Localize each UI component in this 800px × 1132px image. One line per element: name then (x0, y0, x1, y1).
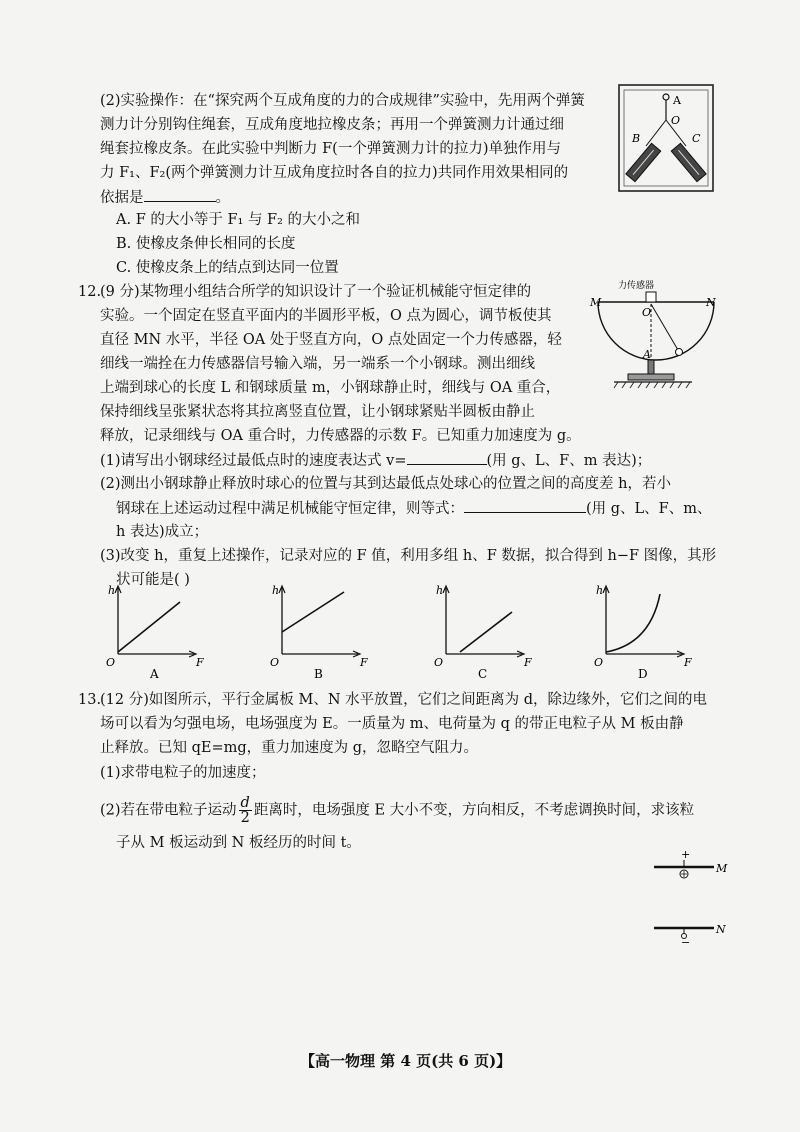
q13-part2-line2: 子从 M 板运动到 N 板经历的时间 t。 (116, 835, 361, 851)
y-axis-label: h (108, 584, 116, 597)
fraction-d-over-2 (239, 796, 252, 825)
q12-intro-3: 直径 MN 水平，半径 OA 处于竖直方向，O 点处固定一个力传感器，轻 (100, 332, 562, 348)
q12-part1-text: (1)请写出小钢球经过最低点时的速度表达式 v= (100, 453, 407, 469)
origin-label: O (106, 656, 116, 669)
q12-part3-line1: (3)改变 h，重复上述操作，记录对应的 F 值，利用多组 h、F 数据，拟合得到 h−F 图像，其形 (100, 548, 717, 564)
q11-label-b: B (632, 132, 641, 145)
graph-curve (606, 594, 660, 652)
q13-number: 13. (78, 692, 102, 708)
q12-part1 (100, 450, 651, 471)
q11-basis-label: 依据是 (100, 190, 144, 206)
q12-part2-hint: (用 g、L、F、m、 (586, 501, 712, 517)
x-axis-label: F (196, 656, 204, 669)
fraction-numerator: d (240, 795, 250, 811)
q12-intro-6: 保持细线呈张紧状态将其拉离竖直位置，让小钢球紧贴半圆板由静止 (100, 404, 535, 420)
q13-intro-2: 场可以看为匀强电场，电场强度为 E。一质量为 m、电荷量为 q 的带正电粒子从 M 板由静 (100, 716, 684, 732)
q12-label-o: O (642, 306, 652, 319)
q11-label-a: A (673, 94, 681, 107)
page-footer: 【高一物理 第 4 页(共 6 页)】 (300, 1052, 512, 1070)
graph-option-b (262, 580, 372, 680)
graph-option-c (426, 580, 536, 680)
q12-sensor-label: 力传感器 (618, 281, 655, 291)
fraction-denominator: 2 (240, 810, 250, 826)
q13-plates-figure (648, 846, 732, 946)
q12-intro-1: (9 分)某物理小组结合所学的知识设计了一个验证机械能守恒定律的 (100, 284, 532, 300)
graph-option-d (586, 580, 696, 680)
q12-apparatus-figure (588, 278, 724, 400)
option-label: A (150, 667, 159, 680)
q12-label-a: A (643, 348, 651, 361)
q11-option-b: B. 使橡皮条伸长相同的长度 (116, 236, 296, 252)
option-label: B (314, 667, 323, 680)
q12-intro-4: 细线一端拴在力传感器信号输入端，另一端系一个小钢球。测出细线 (100, 356, 535, 372)
q12-part2-line2 (116, 498, 712, 519)
y-axis-label: h (436, 584, 444, 597)
q13-part2-rest: 距离时，电场强度 E 大小不变，方向相反，不考虑调换时间，求该粒 (253, 802, 695, 819)
q13-intro-1: (12 分)如图所示，平行金属板 M、N 水平放置，它们之间距离为 d，除边缘外，它们之间的电 (100, 692, 708, 708)
q13-label-n: N (716, 923, 726, 936)
q13-minus-sign: − (681, 936, 691, 946)
origin-label: O (594, 656, 604, 669)
q11-line-3: 绳套拉橡皮条。在此实验中判断力 F(一个弹簧测力计的拉力)单独作用与 (100, 141, 561, 157)
option-label: D (638, 667, 648, 680)
q11-option-a: A. F 的大小等于 F₁ 与 F₂ 的大小之和 (116, 212, 361, 228)
origin-label: O (270, 656, 280, 669)
q12-part2-line3: h 表达)成立； (116, 524, 209, 540)
q12-intro-7: 释放，记录细线与 OA 重合时，力传感器的示数 F。已知重力加速度为 g。 (100, 428, 581, 444)
q11-line-2: 测力计分别钩住绳套，互成角度地拉橡皮条；再用一个弹簧测力计通过细 (100, 117, 564, 133)
q13-plus-sign: + (681, 848, 691, 861)
q13-label-m: M (716, 862, 728, 875)
x-axis-label: F (360, 656, 368, 669)
q13-part1: (1)求带电粒子的加速度； (100, 765, 266, 781)
y-axis-label: h (272, 584, 280, 597)
q11-line-5 (100, 187, 230, 208)
q12-part2-line1: (2)测出小钢球静止释放时球心的位置与其到达最低点处球心的位置之间的高度差 h，若小 (100, 476, 671, 492)
answer-blank[interactable] (464, 498, 586, 513)
q11-label-o: O (671, 114, 681, 127)
q12-label-m: M (590, 296, 602, 309)
q12-part3-line2: 状可能是( ) (116, 572, 190, 588)
q13-part2-text: (2)若在带电粒子运动 (100, 802, 237, 819)
q12-label-n: N (706, 296, 716, 309)
q12-part2-text: 钢球在上述运动过程中满足机械能守恒定律，则等式： (116, 501, 464, 517)
y-axis-label: h (596, 584, 604, 597)
q11-end-mark: 。 (215, 190, 230, 206)
q12-number: 12. (78, 284, 102, 300)
answer-blank[interactable] (144, 187, 216, 202)
graph-option-a (98, 580, 208, 680)
q12-intro-5: 上端到球心的长度 L 和钢球质量 m，小钢球静止时，细线与 OA 重合， (100, 380, 561, 396)
graph-curve (118, 602, 180, 652)
q11-figure (618, 84, 714, 192)
q13-part2-line1 (100, 796, 694, 825)
q11-option-c: C. 使橡皮条上的结点到达同一位置 (116, 260, 339, 276)
x-axis-label: F (684, 656, 692, 669)
option-label: C (478, 667, 488, 680)
q13-intro-3: 止释放。已知 qE=mg，重力加速度为 g，忽略空气阻力。 (100, 740, 479, 756)
graph-curve (282, 592, 344, 632)
graph-curve (460, 612, 512, 652)
answer-blank[interactable] (407, 450, 487, 465)
x-axis-label: F (524, 656, 532, 669)
q11-line-1: (2)实验操作：在“探究两个互成角度的力的合成规律”实验中，先用两个弹簧 (100, 93, 585, 109)
q12-intro-2: 实验。一个固定在竖直平面内的半圆形平板，O 点为圆心，调节板使其 (100, 308, 552, 324)
origin-label: O (434, 656, 444, 669)
q11-label-c: C (692, 132, 701, 145)
q12-part1-hint: (用 g、L、F、m 表达)； (486, 453, 652, 469)
q11-line-4: 力 F₁、F₂(两个弹簧测力计互成角度拉时各自的拉力)共同作用效果相同的 (100, 165, 569, 181)
